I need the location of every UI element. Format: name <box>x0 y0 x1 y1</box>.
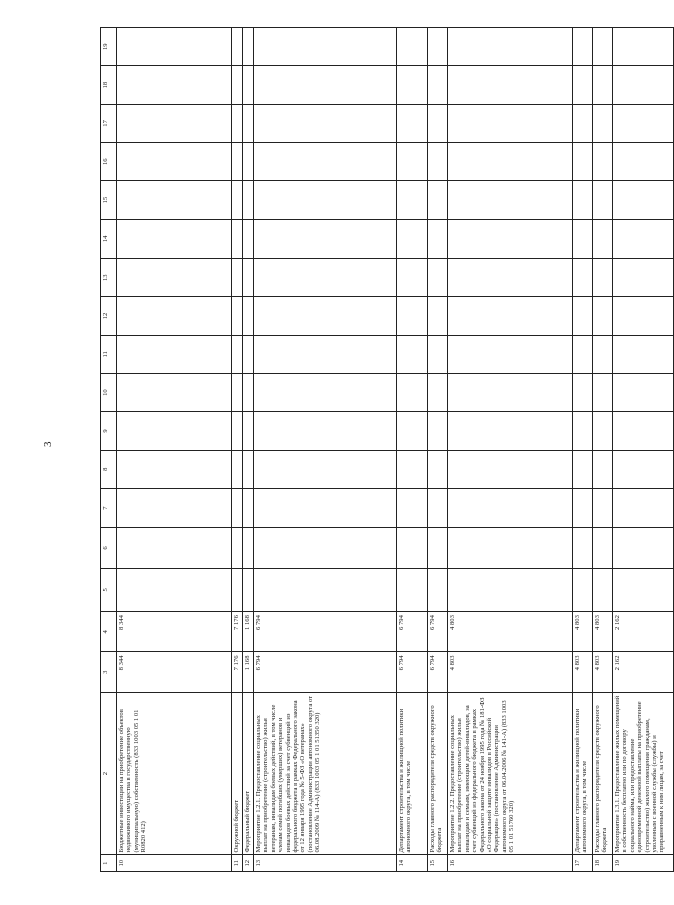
empty-cell <box>573 143 593 181</box>
header-row <box>101 28 117 872</box>
page-number: 3 <box>42 441 54 447</box>
empty-cell <box>613 181 674 219</box>
year-value: 7 176 <box>232 612 243 652</box>
empty-cell <box>397 259 428 297</box>
empty-cell <box>428 450 448 488</box>
empty-cell <box>243 259 254 297</box>
rotated-table-wrapper <box>100 27 666 872</box>
empty-cell <box>573 373 593 411</box>
column-header: 13 <box>101 259 117 297</box>
empty-cell <box>613 528 674 568</box>
empty-cell <box>448 181 573 219</box>
empty-cell <box>573 412 593 450</box>
empty-cell <box>254 568 397 611</box>
empty-cell <box>397 335 428 373</box>
row-name: Мероприятие 1.3.1. Предоставление жилых помещений в собственность бесплатно или по договору социального найма, или предоставление единовременной денежной выплаты на приобретение (строительство) жилого помещения гражданам, уволенным с военной службы (службы) и приравненным к ним лицам, за счет <box>613 692 674 855</box>
row-name: Окружной бюджет <box>232 692 243 855</box>
column-header: 18 <box>101 66 117 104</box>
empty-cell <box>254 335 397 373</box>
row-number: 13 <box>254 855 397 872</box>
empty-cell <box>232 104 243 142</box>
column-header: 5 <box>101 568 117 611</box>
empty-cell <box>613 104 674 142</box>
empty-cell <box>254 259 397 297</box>
column-header: 4 <box>101 612 117 652</box>
table-row <box>232 28 243 872</box>
empty-cell <box>448 66 573 104</box>
empty-cell <box>573 28 593 66</box>
empty-cell <box>117 259 232 297</box>
row-name: Мероприятие 1.2.2. Предоставление социальных выплат на приобретение (строительство) жилья инвалидам и семьям, имеющим детей-инвалидов, за счет субвенций из федерального бюджета в рамках Федерального закона от 24 ноября 1995 года № 181-ФЗ «О социальной защите инвалидов в Российской Федерации» (постановление Администрации автономного округа от 06.04.2006 № 141-А) (833 1003 05 1 01 51760 320) <box>448 692 573 855</box>
empty-cell <box>397 373 428 411</box>
table-row <box>593 28 613 872</box>
empty-cell <box>117 297 232 335</box>
empty-cell <box>232 568 243 611</box>
empty-cell <box>232 297 243 335</box>
empty-cell <box>448 373 573 411</box>
empty-cell <box>397 66 428 104</box>
empty-cell <box>428 259 448 297</box>
empty-cell <box>573 528 593 568</box>
empty-cell <box>243 412 254 450</box>
column-header: 12 <box>101 297 117 335</box>
empty-cell <box>593 297 613 335</box>
empty-cell <box>448 528 573 568</box>
empty-cell <box>428 66 448 104</box>
empty-cell <box>613 143 674 181</box>
column-header: 16 <box>101 143 117 181</box>
empty-cell <box>397 568 428 611</box>
row-number: 18 <box>593 855 613 872</box>
row-number: 17 <box>573 855 593 872</box>
column-header: 6 <box>101 528 117 568</box>
empty-cell <box>117 219 232 258</box>
empty-cell <box>397 143 428 181</box>
table-row <box>243 28 254 872</box>
table-row <box>397 28 428 872</box>
empty-cell <box>428 28 448 66</box>
empty-cell <box>243 528 254 568</box>
year-value: 4 803 <box>448 612 573 652</box>
year-value: 4 803 <box>573 612 593 652</box>
table-row <box>254 28 397 872</box>
empty-cell <box>428 104 448 142</box>
column-header: 3 <box>101 652 117 692</box>
empty-cell <box>593 143 613 181</box>
empty-cell <box>117 181 232 219</box>
empty-cell <box>593 450 613 488</box>
row-name: Мероприятие 1.2.1. Предоставление социальных выплат на приобретение (строительство) жилья ветеранам, инвалидам боевых действий, в том числе членам семей погибших (умерших) ветеранов и инвалидов боевых действий за счет субвенций из федерального бюджета в рамках Федерального закона от 12 января 1995 года № 5-ФЗ «О ветеранах» (постановление Администрации автономного округа от 06.08.2009 № 114-А) (833 1003 05 1 01 51350 320) <box>254 692 397 855</box>
empty-cell <box>593 335 613 373</box>
total-value: 2 162 <box>613 652 674 692</box>
total-value: 4 803 <box>573 652 593 692</box>
empty-cell <box>232 450 243 488</box>
empty-cell <box>613 66 674 104</box>
empty-cell <box>593 259 613 297</box>
table-row <box>448 28 573 872</box>
row-name: Федеральный бюджет <box>243 692 254 855</box>
empty-cell <box>232 528 243 568</box>
empty-cell <box>117 373 232 411</box>
row-number: 15 <box>428 855 448 872</box>
empty-cell <box>243 104 254 142</box>
empty-cell <box>254 488 397 527</box>
empty-cell <box>448 488 573 527</box>
year-value: 1 168 <box>243 612 254 652</box>
column-header: 11 <box>101 335 117 373</box>
table-row <box>613 28 674 872</box>
empty-cell <box>117 335 232 373</box>
empty-cell <box>573 219 593 258</box>
empty-cell <box>232 488 243 527</box>
empty-cell <box>254 143 397 181</box>
empty-cell <box>254 373 397 411</box>
empty-cell <box>613 335 674 373</box>
empty-cell <box>397 28 428 66</box>
column-header: 2 <box>101 692 117 855</box>
empty-cell <box>243 66 254 104</box>
empty-cell <box>573 66 593 104</box>
empty-cell <box>243 568 254 611</box>
total-value: 6 794 <box>428 652 448 692</box>
empty-cell <box>573 488 593 527</box>
total-value: 1 168 <box>243 652 254 692</box>
empty-cell <box>573 297 593 335</box>
row-number: 14 <box>397 855 428 872</box>
empty-cell <box>254 297 397 335</box>
empty-cell <box>254 528 397 568</box>
empty-cell <box>243 143 254 181</box>
empty-cell <box>593 181 613 219</box>
column-header: 1 <box>101 855 117 872</box>
empty-cell <box>232 66 243 104</box>
total-value: 8 344 <box>117 652 232 692</box>
empty-cell <box>448 219 573 258</box>
row-name: Расходы главного распорядителя средств окружного бюджета <box>428 692 448 855</box>
empty-cell <box>243 28 254 66</box>
empty-cell <box>232 143 243 181</box>
empty-cell <box>232 259 243 297</box>
row-name: Расходы главного распорядителя средств окружного бюджета <box>593 692 613 855</box>
budget-table <box>100 27 674 872</box>
empty-cell <box>254 412 397 450</box>
empty-cell <box>448 104 573 142</box>
empty-cell <box>428 181 448 219</box>
column-header: 8 <box>101 450 117 488</box>
empty-cell <box>117 568 232 611</box>
empty-cell <box>232 335 243 373</box>
empty-cell <box>243 335 254 373</box>
empty-cell <box>397 104 428 142</box>
empty-cell <box>573 450 593 488</box>
empty-cell <box>448 335 573 373</box>
empty-cell <box>254 66 397 104</box>
column-header: 15 <box>101 181 117 219</box>
empty-cell <box>232 181 243 219</box>
empty-cell <box>573 259 593 297</box>
empty-cell <box>448 568 573 611</box>
column-header: 14 <box>101 219 117 258</box>
empty-cell <box>428 335 448 373</box>
empty-cell <box>613 488 674 527</box>
empty-cell <box>397 219 428 258</box>
empty-cell <box>428 143 448 181</box>
column-header: 7 <box>101 488 117 527</box>
empty-cell <box>448 297 573 335</box>
year-value: 2 162 <box>613 612 674 652</box>
empty-cell <box>613 259 674 297</box>
empty-cell <box>448 450 573 488</box>
table-body <box>117 28 674 872</box>
empty-cell <box>428 373 448 411</box>
total-value: 6 794 <box>254 652 397 692</box>
empty-cell <box>232 373 243 411</box>
empty-cell <box>397 450 428 488</box>
row-number: 12 <box>243 855 254 872</box>
empty-cell <box>117 488 232 527</box>
empty-cell <box>254 219 397 258</box>
empty-cell <box>428 412 448 450</box>
table-row <box>573 28 593 872</box>
year-value: 4 803 <box>593 612 613 652</box>
year-value: 8 344 <box>117 612 232 652</box>
total-value: 4 803 <box>448 652 573 692</box>
empty-cell <box>243 219 254 258</box>
empty-cell <box>613 373 674 411</box>
empty-cell <box>397 412 428 450</box>
empty-cell <box>613 412 674 450</box>
column-header: 19 <box>101 28 117 66</box>
row-number: 11 <box>232 855 243 872</box>
empty-cell <box>117 528 232 568</box>
total-value: 4 803 <box>593 652 613 692</box>
empty-cell <box>117 450 232 488</box>
empty-cell <box>232 412 243 450</box>
empty-cell <box>573 335 593 373</box>
total-value: 7 176 <box>232 652 243 692</box>
empty-cell <box>428 219 448 258</box>
empty-cell <box>593 219 613 258</box>
empty-cell <box>593 488 613 527</box>
empty-cell <box>397 528 428 568</box>
empty-cell <box>593 104 613 142</box>
empty-cell <box>428 488 448 527</box>
column-header: 9 <box>101 412 117 450</box>
year-value: 6 794 <box>254 612 397 652</box>
empty-cell <box>243 181 254 219</box>
empty-cell <box>613 450 674 488</box>
empty-cell <box>428 528 448 568</box>
empty-cell <box>117 66 232 104</box>
empty-cell <box>254 181 397 219</box>
empty-cell <box>397 181 428 219</box>
table-row <box>428 28 448 872</box>
empty-cell <box>573 181 593 219</box>
empty-cell <box>428 568 448 611</box>
empty-cell <box>243 488 254 527</box>
empty-cell <box>117 28 232 66</box>
table-row <box>117 28 232 872</box>
empty-cell <box>397 488 428 527</box>
row-number: 16 <box>448 855 573 872</box>
empty-cell <box>593 28 613 66</box>
empty-cell <box>593 568 613 611</box>
column-header: 10 <box>101 373 117 411</box>
column-header: 17 <box>101 104 117 142</box>
year-value: 6 794 <box>428 612 448 652</box>
empty-cell <box>573 104 593 142</box>
empty-cell <box>448 412 573 450</box>
empty-cell <box>117 143 232 181</box>
row-name: Департамент строительства и жилищной политики автономного округа, в том числе <box>573 692 593 855</box>
empty-cell <box>448 259 573 297</box>
empty-cell <box>117 104 232 142</box>
empty-cell <box>254 104 397 142</box>
empty-cell <box>573 568 593 611</box>
year-value: 6 794 <box>397 612 428 652</box>
empty-cell <box>448 143 573 181</box>
empty-cell <box>593 373 613 411</box>
empty-cell <box>232 28 243 66</box>
row-name: Бюджетные инвестиции на приобретение объектов недвижимого имущества в государственную (муниципальную) собственность (833 1003 05 1 01 R0820 412) <box>117 692 232 855</box>
empty-cell <box>243 450 254 488</box>
empty-cell <box>613 219 674 258</box>
row-name: Департамент строительства и жилищной политики автономного округа, в том числе <box>397 692 428 855</box>
empty-cell <box>243 373 254 411</box>
empty-cell <box>254 28 397 66</box>
empty-cell <box>254 450 397 488</box>
empty-cell <box>613 28 674 66</box>
empty-cell <box>428 297 448 335</box>
total-value: 6 794 <box>397 652 428 692</box>
empty-cell <box>613 568 674 611</box>
empty-cell <box>593 66 613 104</box>
empty-cell <box>117 412 232 450</box>
empty-cell <box>593 412 613 450</box>
empty-cell <box>593 528 613 568</box>
row-number: 10 <box>117 855 232 872</box>
empty-cell <box>397 297 428 335</box>
empty-cell <box>232 219 243 258</box>
row-number: 19 <box>613 855 674 872</box>
empty-cell <box>448 28 573 66</box>
empty-cell <box>243 297 254 335</box>
empty-cell <box>613 297 674 335</box>
